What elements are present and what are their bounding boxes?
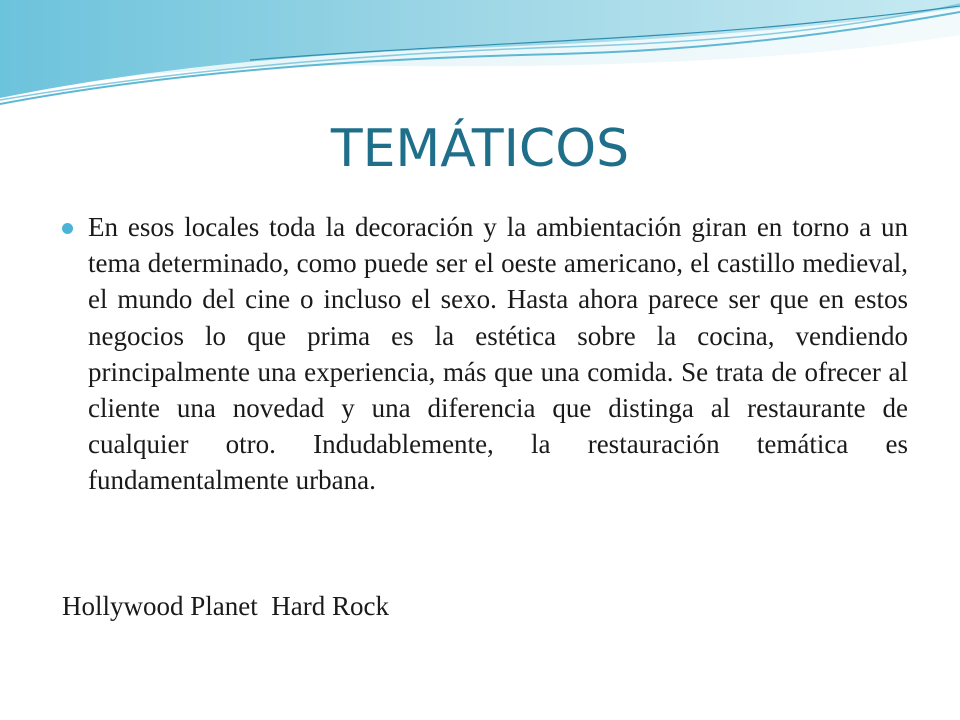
bullet-icon (62, 223, 73, 234)
bullet-paragraph: En esos locales toda la decoración y la ambientación giran en torno a un tema determinado, como puede ser el oeste americano, el castillo medieval, el mundo del cine o incluso el sexo. Hasta ahora parece ser que en estos negocios lo que prima es la estética sobre la cocina, vendiendo principalmente una experiencia, más que una comida. Se trata de ofrecer al cliente una novedad y una diferencia que distinga al restaurante de cualquier otro. Indudablemente, la restauración temática es fundamentalmente urbana. (88, 212, 908, 496)
restaurant-examples: Hollywood Planet Hard Rock (62, 591, 389, 621)
slide-title: TEMÁTICOS (330, 119, 630, 179)
wave-header-decoration (0, 0, 960, 110)
bullet-item (62, 209, 908, 499)
